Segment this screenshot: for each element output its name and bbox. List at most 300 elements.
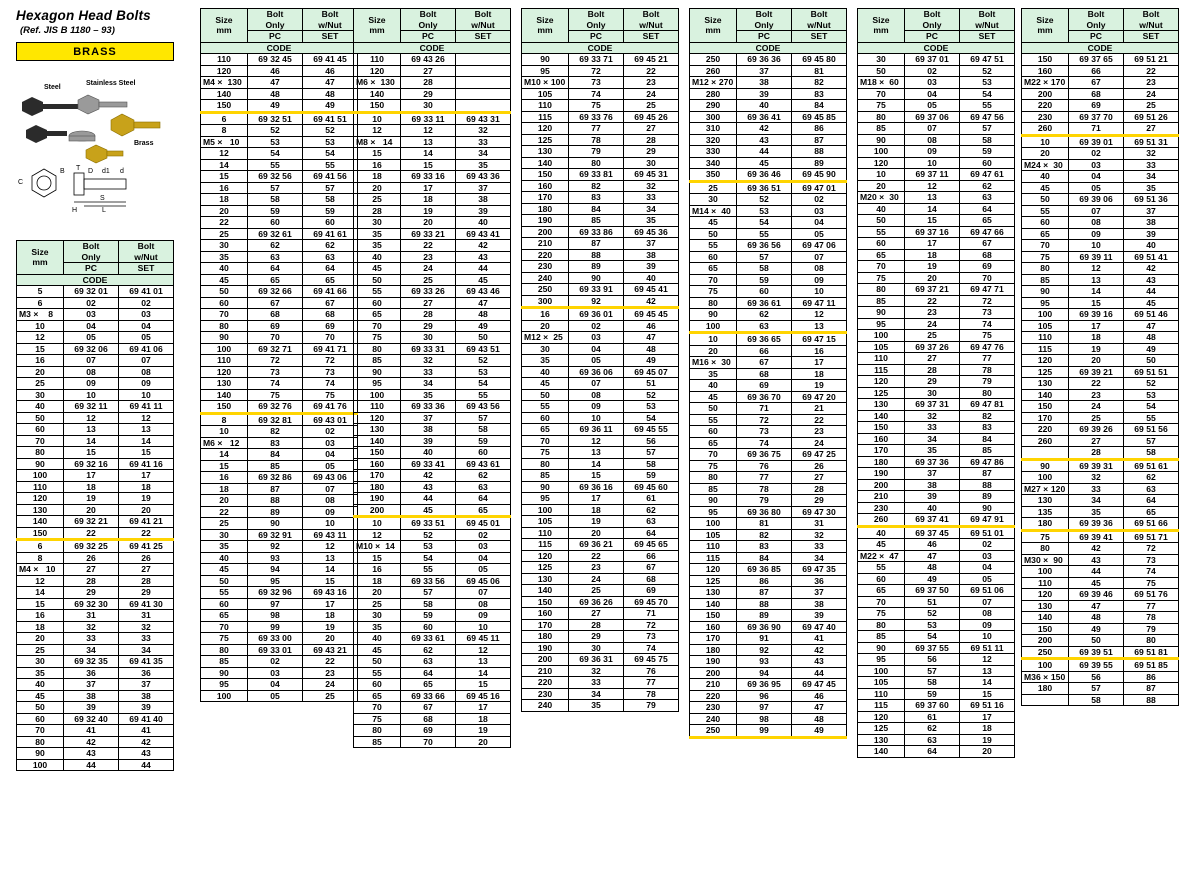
cell-size: M20 × 30	[858, 192, 905, 204]
table-row	[17, 748, 174, 760]
cell-pc-code: 19	[401, 205, 456, 217]
table-row	[690, 403, 847, 415]
cell-set-code: 26	[792, 460, 847, 472]
cell-set-code: 67	[624, 562, 679, 574]
cell-pc-code: 66	[1069, 65, 1124, 77]
cell-set-code: 52	[303, 125, 358, 137]
cell-pc-code: 33	[64, 633, 119, 645]
cell-pc-code: 69 39 01	[1069, 135, 1124, 148]
table-row	[522, 504, 679, 516]
cell-pc-code: 69 33 56	[401, 575, 456, 587]
cell-size: 120	[1022, 589, 1069, 601]
cell-size: 6	[201, 112, 248, 125]
cell-set-code: 63	[303, 251, 358, 263]
table-row	[858, 654, 1015, 666]
cell-size: 90	[522, 54, 569, 66]
cell-set-code: 10	[119, 389, 174, 401]
table-row	[1022, 389, 1179, 401]
table-row	[201, 552, 358, 564]
table-row	[201, 575, 358, 587]
cell-size: 105	[690, 529, 737, 541]
cell-size: 8	[201, 413, 248, 426]
table-row	[522, 700, 679, 712]
cell-pc-code: 51	[905, 596, 960, 608]
cell-pc-code: 69 37 70	[1069, 111, 1124, 123]
table-row	[17, 309, 174, 321]
cell-size: 6	[17, 540, 64, 553]
table-row	[858, 585, 1015, 597]
cell-pc-code: 52	[737, 194, 792, 206]
cell-size: 120	[690, 564, 737, 576]
table-row	[1022, 506, 1179, 518]
cell-pc-code: 55	[737, 228, 792, 240]
cell-set-code: 62	[303, 240, 358, 252]
table-row	[858, 272, 1015, 284]
cell-set-code: 67	[303, 297, 358, 309]
cell-pc-code: 48	[248, 88, 303, 100]
table-row	[354, 125, 511, 137]
cell-size: 140	[858, 410, 905, 422]
cell-set-code: 27	[624, 123, 679, 135]
cell-size: 85	[858, 295, 905, 307]
cell-size: 260	[1022, 123, 1069, 136]
cell-pc-code: 94	[248, 564, 303, 576]
header-pc: PC	[248, 31, 303, 43]
table-row	[690, 357, 847, 369]
table-row	[690, 541, 847, 553]
cell-pc-code: 69 36 51	[737, 181, 792, 194]
cell-set-code: 59	[456, 435, 511, 447]
table-row	[522, 320, 679, 332]
cell-set-code: 60	[960, 157, 1015, 169]
table-row	[17, 702, 174, 714]
cell-pc-code: 32	[401, 355, 456, 367]
cell-size: 35	[522, 355, 569, 367]
cell-set-code: 60	[303, 217, 358, 229]
cell-size: 130	[522, 146, 569, 158]
cell-pc-code: 85	[248, 460, 303, 472]
table-row	[858, 734, 1015, 746]
table-row	[17, 343, 174, 355]
cell-set-code: 13	[456, 656, 511, 668]
table-row	[522, 619, 679, 631]
cell-set-code: 63	[960, 192, 1015, 204]
cell-pc-code: 69 36 95	[737, 679, 792, 691]
cell-set-code: 12	[303, 541, 358, 553]
cell-size: 110	[690, 541, 737, 553]
cell-size: 160	[858, 433, 905, 445]
table-row	[201, 401, 358, 414]
cell-set-code: 47	[303, 77, 358, 89]
cell-set-code: 69 47 11	[792, 297, 847, 309]
cell-set-code: 69	[303, 320, 358, 332]
table-row	[690, 506, 847, 518]
cell-size: 105	[522, 516, 569, 528]
table-row	[690, 65, 847, 77]
cell-set-code: 89	[960, 491, 1015, 503]
cell-size: 70	[858, 88, 905, 100]
table-row	[690, 333, 847, 346]
cell-set-code: 64	[456, 493, 511, 505]
cell-pc-code: 69 39 51	[1069, 646, 1124, 659]
cell-set-code: 72	[303, 355, 358, 367]
cell-pc-code: 02	[248, 656, 303, 668]
cell-pc-code: 10	[905, 157, 960, 169]
cell-size: 80	[858, 284, 905, 296]
header-code: CODE	[354, 42, 511, 54]
cell-pc-code: 68	[248, 309, 303, 321]
cell-pc-code: 69 33 86	[569, 226, 624, 238]
cell-pc-code: 85	[569, 215, 624, 227]
cell-set-code: 49	[456, 320, 511, 332]
table-row	[1022, 159, 1179, 171]
table-row	[201, 644, 358, 656]
cell-set-code: 78	[960, 364, 1015, 376]
cell-set-code: 15	[456, 679, 511, 691]
cell-pc-code: 57	[737, 251, 792, 263]
table-row	[1022, 77, 1179, 89]
cell-pc-code: 34	[401, 378, 456, 390]
table-row	[522, 642, 679, 654]
table-row	[17, 355, 174, 367]
cell-pc-code: 61	[905, 711, 960, 723]
cell-pc-code: 69	[1069, 100, 1124, 112]
cell-pc-code: 40	[905, 502, 960, 514]
cell-size: 330	[690, 146, 737, 158]
cell-size: 65	[1022, 228, 1069, 240]
cell-set-code: 70	[303, 332, 358, 344]
cell-set-code: 62	[1124, 472, 1179, 484]
table-row	[522, 458, 679, 470]
cell-pc-code: 84	[569, 203, 624, 215]
cell-pc-code: 26	[64, 552, 119, 564]
cell-size: 100	[522, 504, 569, 516]
cell-set-code: 03	[792, 205, 847, 217]
cell-set-code	[456, 77, 511, 89]
table-row	[354, 504, 511, 517]
cell-size: 55	[858, 226, 905, 238]
cell-pc-code: 27	[569, 608, 624, 620]
table-row	[522, 481, 679, 493]
cell-size: 15	[354, 552, 401, 564]
cell-size: 200	[690, 667, 737, 679]
cell-size: M3 × 8	[17, 309, 64, 321]
header-code: CODE	[201, 42, 358, 54]
cell-pc-code: 04	[1069, 171, 1124, 183]
cell-pc-code: 87	[248, 483, 303, 495]
cell-pc-code: 92	[737, 644, 792, 656]
cell-size: M16 × 30	[690, 357, 737, 369]
cell-size: 150	[354, 100, 401, 113]
table-row	[201, 77, 358, 89]
cell-pc-code: 69 37 60	[905, 700, 960, 712]
cell-pc-code: 69 33 16	[401, 171, 456, 183]
cell-pc-code: 35	[1069, 506, 1124, 518]
cell-pc-code: 35	[401, 389, 456, 401]
cell-pc-code: 86	[737, 575, 792, 587]
table-row	[201, 621, 358, 633]
cell-pc-code: 69 32 21	[64, 516, 119, 528]
table-row	[201, 495, 358, 507]
table-row	[690, 251, 847, 263]
cell-set-code: 69 43 16	[303, 587, 358, 599]
cell-set-code: 38	[456, 194, 511, 206]
table-row	[201, 366, 358, 378]
cell-pc-code: 38	[64, 690, 119, 702]
cell-size: 45	[354, 263, 401, 275]
header-size: Size mm	[858, 9, 905, 43]
table-row	[17, 458, 174, 470]
cell-size: M22 × 170	[1022, 77, 1069, 89]
cell-pc-code: 47	[1069, 600, 1124, 612]
cell-pc-code: 04	[64, 320, 119, 332]
cell-set-code: 69 51 56	[1124, 424, 1179, 436]
table-row	[1022, 228, 1179, 240]
cell-pc-code: 87	[737, 587, 792, 599]
cell-pc-code: 63	[401, 656, 456, 668]
cell-set-code: 42	[624, 295, 679, 308]
cell-set-code: 44	[1124, 286, 1179, 298]
cell-pc-code: 17	[64, 470, 119, 482]
table-row	[1022, 600, 1179, 612]
table-row	[690, 644, 847, 656]
cell-size: 35	[201, 541, 248, 553]
table-row	[1022, 355, 1179, 367]
cell-set-code: 82	[792, 77, 847, 89]
table-row	[17, 736, 174, 748]
cell-pc-code: 15	[401, 159, 456, 171]
cell-pc-code: 70	[401, 736, 456, 748]
table-row	[690, 286, 847, 298]
table-row	[201, 194, 358, 206]
cell-pc-code: 14	[1069, 286, 1124, 298]
cell-set-code: 75	[1124, 577, 1179, 589]
cell-pc-code: 69 37 06	[905, 111, 960, 123]
cell-pc-code: 19	[569, 516, 624, 528]
table-row	[522, 169, 679, 181]
cell-pc-code: 69 33 51	[401, 517, 456, 530]
cell-size: 75	[690, 460, 737, 472]
cell-pc-code: 53	[248, 136, 303, 148]
cell-pc-code: 53	[401, 541, 456, 553]
table-row	[522, 539, 679, 551]
cell-pc-code: 19	[1069, 343, 1124, 355]
cell-set-code: 36	[119, 667, 174, 679]
table-row	[1022, 623, 1179, 635]
cell-size: 70	[690, 449, 737, 461]
cell-pc-code: 15	[905, 215, 960, 227]
cell-set-code: 62	[456, 470, 511, 482]
cell-size: 110	[201, 355, 248, 367]
cell-pc-code: 69 36 01	[569, 308, 624, 321]
cell-size: 40	[201, 552, 248, 564]
cell-pc-code: 88	[248, 495, 303, 507]
cell-size: 230	[858, 502, 905, 514]
code-table	[521, 8, 679, 712]
table-row	[354, 598, 511, 610]
cell-pc-code: 58	[1069, 694, 1124, 706]
cell-set-code: 69 45 45	[624, 308, 679, 321]
cell-set-code: 58	[303, 194, 358, 206]
cell-pc-code: 56	[905, 654, 960, 666]
table-row	[1022, 543, 1179, 555]
cell-set-code: 08	[792, 263, 847, 275]
header-size: Size mm	[201, 9, 248, 43]
cell-pc-code: 29	[569, 631, 624, 643]
table-row	[1022, 447, 1179, 460]
cell-pc-code: 47	[905, 550, 960, 562]
table-row	[522, 447, 679, 459]
cell-size: 80	[858, 111, 905, 123]
cell-pc-code: 13	[905, 192, 960, 204]
cell-set-code: 02	[303, 426, 358, 438]
cell-pc-code: 32	[905, 410, 960, 422]
cell-pc-code: 67	[1069, 77, 1124, 89]
cell-set-code: 12	[960, 654, 1015, 666]
table-row	[690, 111, 847, 123]
cell-size: 220	[690, 690, 737, 702]
cell-size: 25	[201, 228, 248, 240]
table-row	[690, 88, 847, 100]
cell-pc-code: 15	[1069, 297, 1124, 309]
cell-size: 105	[858, 341, 905, 353]
cell-set-code: 03	[456, 541, 511, 553]
header-pc: PC	[737, 31, 792, 43]
table-row	[1022, 472, 1179, 484]
cell-size: 300	[690, 111, 737, 123]
cell-pc-code: 39	[737, 88, 792, 100]
cell-set-code: 69 51 76	[1124, 589, 1179, 601]
table-row	[1022, 240, 1179, 252]
header-size: Size mm	[1022, 9, 1069, 43]
cell-pc-code: 89	[737, 610, 792, 622]
cell-pc-code: 09	[1069, 228, 1124, 240]
cell-size: 65	[354, 309, 401, 321]
table-row	[690, 309, 847, 321]
cell-size: 85	[690, 483, 737, 495]
table-row	[354, 378, 511, 390]
cell-pc-code: 98	[737, 713, 792, 725]
cell-pc-code: 69	[401, 725, 456, 737]
cell-pc-code: 69 37 26	[905, 341, 960, 353]
cell-size: 130	[1022, 495, 1069, 507]
table-row	[354, 251, 511, 263]
svg-text:C: C	[18, 179, 24, 186]
cell-set-code: 85	[960, 445, 1015, 457]
table-row	[354, 644, 511, 656]
cell-pc-code: 33	[569, 677, 624, 689]
cell-set-code: 69 47 51	[960, 54, 1015, 66]
cell-pc-code: 69 33 21	[401, 228, 456, 240]
cell-size: 80	[201, 320, 248, 332]
cell-pc-code: 30	[569, 642, 624, 654]
table-row	[17, 389, 174, 401]
cell-size: 100	[1022, 566, 1069, 578]
cell-set-code: 69 51 71	[1124, 530, 1179, 543]
table-row	[522, 573, 679, 585]
cell-pc-code: 10	[569, 412, 624, 424]
cell-size: 140	[201, 88, 248, 100]
cell-pc-code: 18	[401, 194, 456, 206]
cell-pc-code: 03	[64, 309, 119, 321]
cell-set-code: 69 43 61	[456, 458, 511, 470]
cell-pc-code: 69 36 21	[569, 539, 624, 551]
table-row	[201, 182, 358, 194]
cell-size: 22	[201, 506, 248, 518]
cell-pc-code: 69 32 35	[64, 656, 119, 668]
cell-set-code: 53	[1124, 389, 1179, 401]
table-row	[17, 644, 174, 656]
cell-set-code: 69 45 41	[624, 284, 679, 296]
cell-pc-code: 62	[905, 723, 960, 735]
code-table	[200, 8, 358, 702]
table-row	[522, 295, 679, 308]
cell-size: 20	[690, 345, 737, 357]
table-row	[17, 504, 174, 516]
cell-pc-code: 83	[248, 437, 303, 449]
table-row	[1022, 171, 1179, 183]
cell-size: 190	[354, 493, 401, 505]
cell-set-code: 43	[792, 656, 847, 668]
cell-set-code: 60	[456, 447, 511, 459]
cell-set-code: 89	[792, 157, 847, 169]
table-row	[354, 332, 511, 344]
cell-pc-code: 73	[737, 426, 792, 438]
table-row	[522, 123, 679, 135]
cell-size: 115	[858, 364, 905, 376]
cell-size: 30	[690, 194, 737, 206]
cell-size: 115	[1022, 343, 1069, 355]
cell-pc-code: 69 37 65	[1069, 54, 1124, 66]
cell-size: M10 × 14	[354, 541, 401, 553]
cell-set-code: 28	[624, 134, 679, 146]
table-row	[858, 642, 1015, 654]
cell-size: 25	[354, 598, 401, 610]
header-bolt-only: Bolt Only	[569, 9, 624, 31]
cell-pc-code: 69 39 21	[1069, 366, 1124, 378]
cell-pc-code: 45	[401, 504, 456, 517]
header-code: CODE	[1022, 42, 1179, 54]
cell-set-code: 69 43 56	[456, 401, 511, 413]
cell-set-code: 79	[624, 700, 679, 712]
cell-set-code: 65	[1124, 506, 1179, 518]
cell-size: 130	[858, 734, 905, 746]
table-row	[522, 378, 679, 390]
cell-size: 45	[522, 378, 569, 390]
cell-pc-code: 69 36 31	[569, 654, 624, 666]
table-row	[522, 631, 679, 643]
cell-pc-code: 49	[248, 100, 303, 113]
cell-size: 40	[1022, 171, 1069, 183]
cell-size: 180	[1022, 518, 1069, 531]
cell-pc-code: 58	[905, 677, 960, 689]
cell-set-code: 75	[960, 330, 1015, 342]
cell-size: 120	[201, 65, 248, 77]
cell-set-code: 02	[960, 539, 1015, 551]
cell-set-code: 55	[1124, 412, 1179, 424]
cell-pc-code: 69 37 55	[905, 642, 960, 654]
cell-pc-code: 97	[737, 702, 792, 714]
cell-pc-code: 14	[905, 203, 960, 215]
cell-size: 60	[858, 573, 905, 585]
cell-size: 190	[522, 642, 569, 654]
cell-size: 220	[1022, 100, 1069, 112]
table-row	[858, 318, 1015, 330]
cell-size: 310	[690, 123, 737, 135]
cell-pc-code: 69 36 41	[737, 111, 792, 123]
header-bolt-with-nut: Bolt w/Nut	[960, 9, 1015, 31]
table-row	[858, 550, 1015, 562]
